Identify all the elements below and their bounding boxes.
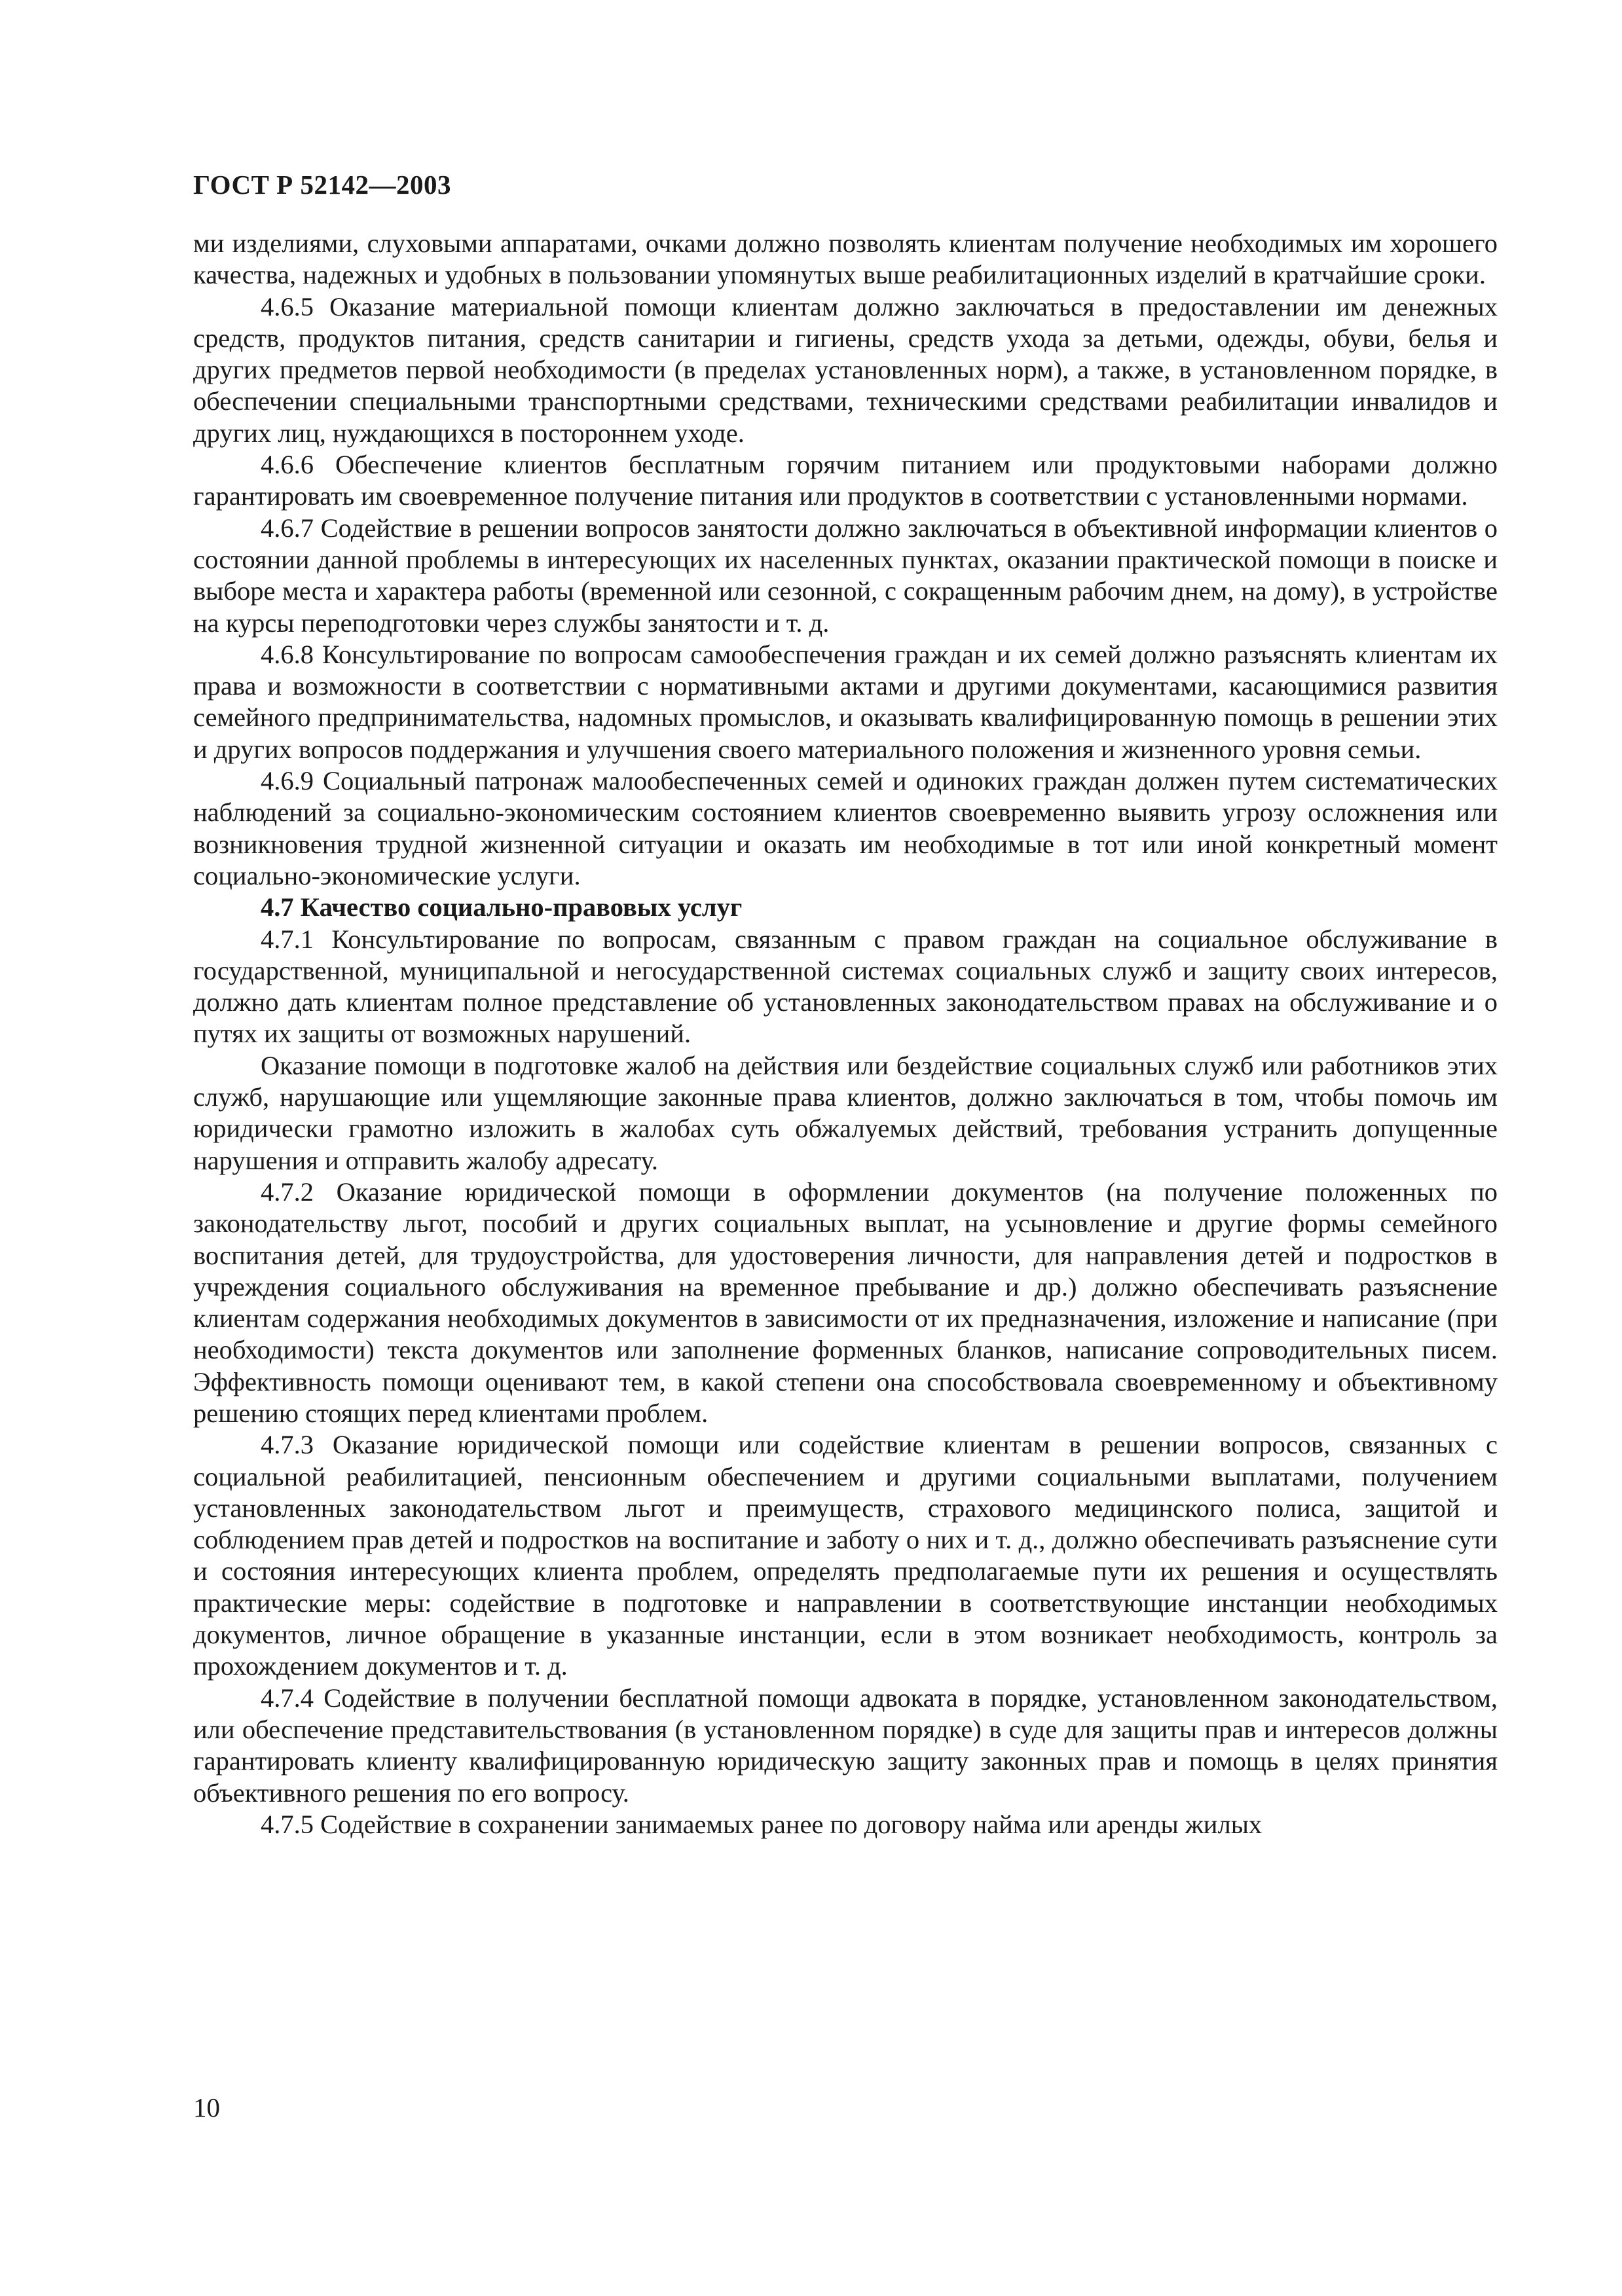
section-heading-4-7: 4.7 Качество социально-правовых услуг xyxy=(261,892,743,922)
document-body xyxy=(193,228,1498,1840)
paragraph-4-7-5: 4.7.5 Содействие в сохранении занимаемых ранее по договору найма или аренды жилых xyxy=(261,1809,1263,1839)
paragraph-4-6-9: 4.6.9 Социальный патронаж малообеспеченных семей и одиноких граждан должен путем систематических наблюдений за социально-экономическим состоянием клиентов своевременно выявить угрозу осложнения или возникновения трудной жизненной ситуации и оказать им необходимые в тот или иной конкретный момент социально-экономические услуги. xyxy=(193,766,1498,890)
paragraph-4-6-5: 4.6.5 Оказание материальной помощи клиентам должно заключаться в предоставлении им денежных средств, продуктов питания, средств санитарии и гигиены, средств ухода за детьми, одежды, обуви, белья и других предметов первой необходимости (в пределах установленных норм), а также, в установленном порядке, в обеспечении специальными транспортными средствами, техническими средствами реабилитации инвалидов и других лиц, нуждающихся в постороннем уходе. xyxy=(193,291,1498,448)
document-header: ГОСТ Р 52142—2003 xyxy=(193,170,451,200)
paragraph-continuation: ми изделиями, слуховыми аппаратами, очками должно позволять клиентам получение необходимых им хорошего качества, надежных и удобных в пользовании упомянутых выше реабилитационных изделий в кратчайшие сроки. xyxy=(193,228,1498,290)
paragraph-4-6-8: 4.6.8 Консультирование по вопросам самообеспечения граждан и их семей должно разъяснять клиентам их права и возможности в соответствии с нормативными актами и другими документами, касающимися развития семейного предпринимательства, надомных промыслов, и оказывать квалифицированную помощь в решении этих и других вопросов поддержания и улучшения своего материального положения и жизненного уровня семьи. xyxy=(193,639,1498,764)
paragraph-4-7-2: 4.7.2 Оказание юридической помощи в оформлении документов (на получение положенных по законодательству льгот, пособий и других социальных выплат, на усыновление и другие формы семейного воспитания детей, для трудоустройства, для удостоверения личности, для направления детей и подростков в учреждения социального обслуживания на временное пребывание и др.) должно обеспечивать разъяснение клиентам содержания необходимых документов в зависимости от их предназначения, изложение и написание (при необходимости) текста документов или заполнение форменных бланков, написание сопроводительных писем. Эффективность помощи оценивают тем, в какой степени она способствовала своевременному и объективному решению стоящих перед клиентами проблем. xyxy=(193,1176,1498,1428)
paragraph-4-6-7: 4.6.7 Содействие в решении вопросов занятости должно заключаться в объективной информации клиентов о состоянии данной проблемы в интересующих их населенных пунктах, оказании практической помощи в поиске и выборе места и характера работы (временной или сезонной, с сокращенным рабочим днем, на дому), в устройстве на курсы переподготовки через службы занятости и т. д. xyxy=(193,513,1498,638)
paragraph-4-7-1: 4.7.1 Консультирование по вопросам, связанным с правом граждан на социальное обслуживание в государственной, муниципальной и негосударственной системах социальных служб и защиту своих интересов, должно дать клиентам полное представление об установленных законодательством правах на обслуживание и о путях их защиты от возможных нарушений. xyxy=(193,924,1498,1049)
paragraph-4-7-3: 4.7.3 Оказание юридической помощи или содействие клиентам в решении вопросов, связанных с социальной реабилитацией, пенсионным обеспечением и другими социальными выплатами, получением установленных законодательством льгот и преимуществ, страхового медицинского полиса, защитой и соблюдением прав детей и подростков на воспитание и заботу о них и т. д., должно обеспечивать разъяснение сути и состояния интересующих клиента проблем, определять предполагаемые пути их решения и осуществлять практические меры: содействие в подготовке и направлении в соответствующие инстанции необходимых документов, личное обращение в указанные инстанции, если в этом возникает необходимость, контроль за прохождением документов и т. д. xyxy=(193,1430,1498,1681)
paragraph-complaints: Оказание помощи в подготовке жалоб на действия или бездействие социальных служб или работников этих служб, нарушающие или ущемляющие законные права клиентов, должно заключаться в том, чтобы помочь им юридически грамотно изложить в жалобах суть обжалуемых действий, требования устранить допущенные нарушения и отправить жалобу адресату. xyxy=(193,1050,1498,1175)
paragraph-4-6-6: 4.6.6 Обеспечение клиентов бесплатным горячим питанием или продуктовыми наборами должно гарантировать им своевременное получение питания или продуктов в соответствии с установленными нормами. xyxy=(193,450,1498,511)
page-number: 10 xyxy=(193,2092,220,2123)
paragraph-4-7-4: 4.7.4 Содействие в получении бесплатной помощи адвоката в порядке, установленном законодательством, или обеспечение представительствования (в установленном порядке) в суде для защиты прав и интересов должны гарантировать клиенту квалифицированную юридическую защиту законных прав и помощь в целях принятия объективного решения по его вопросу. xyxy=(193,1683,1498,1808)
